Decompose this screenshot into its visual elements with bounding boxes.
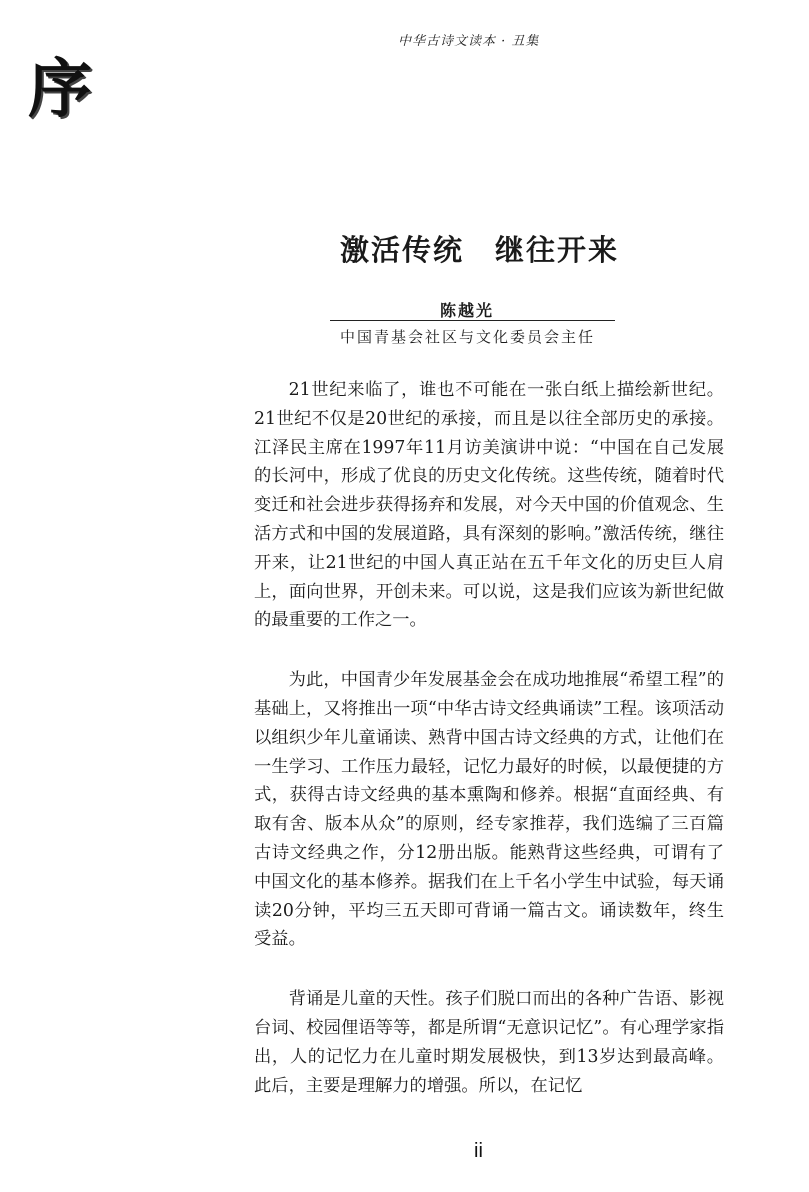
running-header: 中华古诗文读本 · 丑集 [398,34,540,49]
paragraph-2: 为此，中国青少年发展基金会在成功地推展“希望工程”的基础上，又将推出一项“中华古诗文经典诵读”工程。该项活动以组织少年儿童诵读、熟背中国古诗文经典的方式，让他们在一生学习、工作压力最轻，记忆力最好的时候，以最便捷的方式，获得古诗文经典的基本熏陶和修养。根据“直面经典、有取有舍、版本从众”的原则，经专家推荐，我们选编了三百篇古诗文经典之作，分12册出版。能熟背这些经典，可谓有了中国文化的基本修养。据我们在上千名小学生中试验，每天诵读20分钟，平均三五天即可背诵一篇古文。诵读数年，终生受益。 [254,670,724,950]
article-title: 激活传统 继往开来 [339,233,619,267]
page-number: ii [474,1140,483,1162]
article-body [254,376,724,1131]
author-rule [330,320,615,321]
paragraph-3: 背诵是儿童的天性。孩子们脱口而出的各种广告语、影视台词、校园俚语等等，都是所谓“无意识记忆”。有心理学家指出，人的记忆力在儿童时期发展极快，到13岁达到最高峰。此后，主要是理解力的增强。所以，在记忆 [254,989,724,1096]
author-name: 陈越光 [440,301,495,320]
paragraph-1: 21世纪来临了，谁也不可能在一张白纸上描绘新世纪。21世纪不仅是20世纪的承接，而且是以往全部历史的承接。江泽民主席在1997年11月访美演讲中说：“中国在自己发展的长河中，形成了优良的历史文化传统。这些传统，随着时代变迁和社会进步获得扬弃和发展，对今天中国的价值观念、生活方式和中国的发展道路，具有深刻的影响。”激活传统，继往开来，让21世纪的中国人真正站在五千年文化的历史巨人肩上，面向世界，开创未来。可以说，这是我们应该为新世纪做的最重要的工作之一。 [254,380,724,631]
preface-mark: 序 [28,53,92,127]
author-position: 中国青基会社区与文化委员会主任 [340,328,596,346]
